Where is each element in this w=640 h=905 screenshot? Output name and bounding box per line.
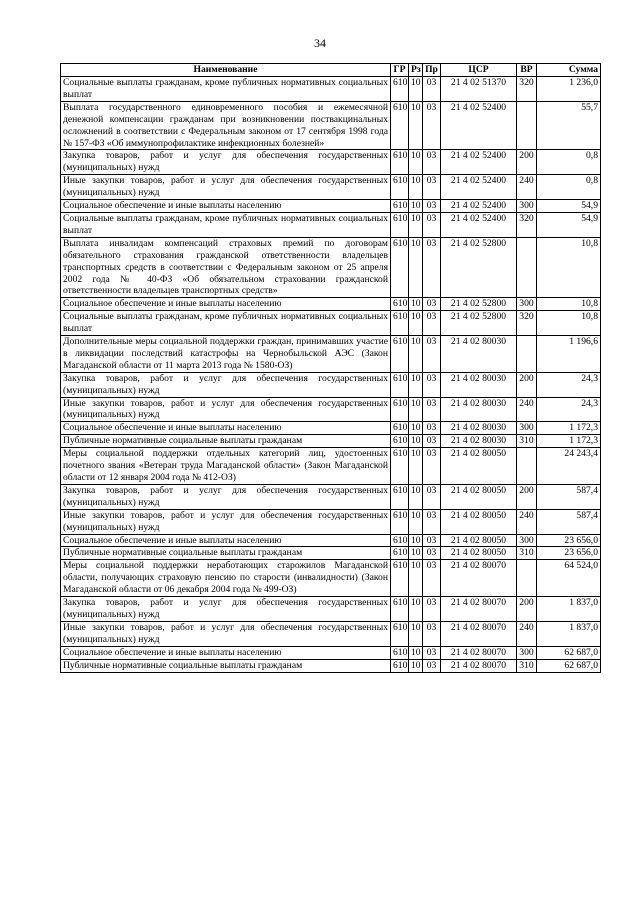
row-sum-cell: 0,8	[537, 150, 601, 175]
row-rz-cell: 10	[409, 200, 423, 213]
row-csr-cell: 21 4 02 52400	[441, 200, 517, 213]
table-row	[61, 547, 601, 560]
row-rz-cell: 10	[409, 175, 423, 200]
table-row	[61, 175, 601, 200]
row-vr-cell: 240	[517, 621, 537, 646]
row-csr-cell: 21 4 02 80050	[441, 509, 517, 534]
row-vr-cell: 200	[517, 150, 537, 175]
row-name-cell: Социальное обеспечение и иные выплаты населению	[61, 534, 391, 547]
row-csr-cell: 21 4 02 80030	[441, 336, 517, 373]
table-row	[61, 372, 601, 397]
column-header-pr: Пр	[423, 64, 441, 77]
row-gr-cell: 610	[391, 101, 409, 150]
row-pr-cell: 03	[423, 77, 441, 102]
row-gr-cell: 610	[391, 534, 409, 547]
page-number: 34	[314, 36, 326, 50]
row-vr-cell: 240	[517, 397, 537, 422]
row-sum-cell: 62 687,0	[537, 659, 601, 672]
table-row	[61, 509, 601, 534]
row-name-cell: Публичные нормативные социальные выплаты гражданам	[61, 547, 391, 560]
row-rz-cell: 10	[409, 311, 423, 336]
row-vr-cell	[517, 448, 537, 485]
column-header-gr: ГР	[391, 64, 409, 77]
row-csr-cell: 21 4 02 52400	[441, 212, 517, 237]
row-name-cell: Меры социальной поддержки неработающих старожилов Магаданской области, получающих страховую пенсию по старости (инвалидности) (Закон Магаданской области от 06 декабря 2004 года № 499-ОЗ)	[61, 560, 391, 597]
row-pr-cell: 03	[423, 659, 441, 672]
row-pr-cell: 03	[423, 212, 441, 237]
row-sum-cell: 1 196,6	[537, 336, 601, 373]
table-row	[61, 484, 601, 509]
row-pr-cell: 03	[423, 237, 441, 298]
row-vr-cell: 200	[517, 597, 537, 622]
row-pr-cell: 03	[423, 435, 441, 448]
row-csr-cell: 21 4 02 52400	[441, 150, 517, 175]
row-name-cell: Закупка товаров, работ и услуг для обеспечения государственных (муниципальных) нужд	[61, 372, 391, 397]
row-sum-cell: 10,8	[537, 311, 601, 336]
row-vr-cell: 320	[517, 77, 537, 102]
row-vr-cell: 240	[517, 175, 537, 200]
row-gr-cell: 610	[391, 200, 409, 213]
column-header-sum: Сумма	[537, 64, 601, 77]
column-header-rz: Рз	[409, 64, 423, 77]
row-vr-cell	[517, 101, 537, 150]
row-csr-cell: 21 4 02 80030	[441, 372, 517, 397]
table-row	[61, 101, 601, 150]
row-gr-cell: 610	[391, 77, 409, 102]
row-csr-cell: 21 4 02 80030	[441, 422, 517, 435]
row-sum-cell: 1 837,0	[537, 597, 601, 622]
row-vr-cell: 320	[517, 311, 537, 336]
row-pr-cell: 03	[423, 509, 441, 534]
row-sum-cell: 1 837,0	[537, 621, 601, 646]
row-name-cell: Социальное обеспечение и иные выплаты населению	[61, 646, 391, 659]
row-csr-cell: 21 4 02 80050	[441, 484, 517, 509]
row-gr-cell: 610	[391, 435, 409, 448]
row-csr-cell: 21 4 02 80070	[441, 597, 517, 622]
table-row	[61, 621, 601, 646]
row-sum-cell: 0,8	[537, 175, 601, 200]
row-gr-cell: 610	[391, 336, 409, 373]
row-gr-cell: 610	[391, 448, 409, 485]
row-sum-cell: 10,8	[537, 298, 601, 311]
row-gr-cell: 610	[391, 397, 409, 422]
row-sum-cell: 1 172,3	[537, 435, 601, 448]
row-name-cell: Иные закупки товаров, работ и услуг для обеспечения государственных (муниципальных) нужд	[61, 621, 391, 646]
row-csr-cell: 21 4 02 80070	[441, 646, 517, 659]
row-pr-cell: 03	[423, 372, 441, 397]
table-row	[61, 237, 601, 298]
row-name-cell: Закупка товаров, работ и услуг для обеспечения государственных (муниципальных) нужд	[61, 597, 391, 622]
row-pr-cell: 03	[423, 336, 441, 373]
row-gr-cell: 610	[391, 646, 409, 659]
row-gr-cell: 610	[391, 372, 409, 397]
row-pr-cell: 03	[423, 484, 441, 509]
row-rz-cell: 10	[409, 422, 423, 435]
row-csr-cell: 21 4 02 80070	[441, 560, 517, 597]
row-rz-cell: 10	[409, 101, 423, 150]
row-gr-cell: 610	[391, 212, 409, 237]
row-sum-cell: 1 236,0	[537, 77, 601, 102]
row-gr-cell: 610	[391, 484, 409, 509]
row-sum-cell: 24,3	[537, 397, 601, 422]
row-name-cell: Социальное обеспечение и иные выплаты населению	[61, 298, 391, 311]
row-name-cell: Меры социальной поддержки отдельных категорий лиц, удостоенных почетного звания «Ветеран труда Магаданской области» (Закон Магаданской области от 12 января 2004 года № 412-ОЗ)	[61, 448, 391, 485]
table-row	[61, 422, 601, 435]
row-pr-cell: 03	[423, 621, 441, 646]
row-pr-cell: 03	[423, 150, 441, 175]
row-rz-cell: 10	[409, 597, 423, 622]
row-gr-cell: 610	[391, 509, 409, 534]
table-row	[61, 560, 601, 597]
row-rz-cell: 10	[409, 372, 423, 397]
row-sum-cell: 23 656,0	[537, 534, 601, 547]
row-rz-cell: 10	[409, 298, 423, 311]
table-row	[61, 298, 601, 311]
row-vr-cell: 300	[517, 534, 537, 547]
row-name-cell: Социальное обеспечение и иные выплаты населению	[61, 200, 391, 213]
table-row	[61, 646, 601, 659]
row-vr-cell: 300	[517, 646, 537, 659]
row-vr-cell: 300	[517, 298, 537, 311]
row-sum-cell: 64 524,0	[537, 560, 601, 597]
row-rz-cell: 10	[409, 659, 423, 672]
row-vr-cell: 300	[517, 422, 537, 435]
row-rz-cell: 10	[409, 397, 423, 422]
table-row	[61, 659, 601, 672]
row-vr-cell: 300	[517, 200, 537, 213]
row-name-cell: Социальное обеспечение и иные выплаты населению	[61, 422, 391, 435]
row-pr-cell: 03	[423, 534, 441, 547]
row-gr-cell: 610	[391, 560, 409, 597]
row-rz-cell: 10	[409, 534, 423, 547]
row-gr-cell: 610	[391, 311, 409, 336]
budget-table	[60, 63, 601, 673]
row-sum-cell: 62 687,0	[537, 646, 601, 659]
row-gr-cell: 610	[391, 659, 409, 672]
row-sum-cell: 1 172,3	[537, 422, 601, 435]
table-row	[61, 311, 601, 336]
row-pr-cell: 03	[423, 175, 441, 200]
row-vr-cell: 200	[517, 372, 537, 397]
row-sum-cell: 54,9	[537, 212, 601, 237]
table-row	[61, 77, 601, 102]
row-csr-cell: 21 4 02 51370	[441, 77, 517, 102]
table-row	[61, 534, 601, 547]
row-rz-cell: 10	[409, 336, 423, 373]
row-rz-cell: 10	[409, 484, 423, 509]
row-rz-cell: 10	[409, 237, 423, 298]
table-row	[61, 212, 601, 237]
row-rz-cell: 10	[409, 212, 423, 237]
row-csr-cell: 21 4 02 80070	[441, 659, 517, 672]
row-name-cell: Иные закупки товаров, работ и услуг для обеспечения государственных (муниципальных) нужд	[61, 397, 391, 422]
row-vr-cell: 310	[517, 435, 537, 448]
row-pr-cell: 03	[423, 311, 441, 336]
row-sum-cell: 24,3	[537, 372, 601, 397]
row-gr-cell: 610	[391, 621, 409, 646]
row-rz-cell: 10	[409, 77, 423, 102]
table-row	[61, 336, 601, 373]
row-sum-cell: 24 243,4	[537, 448, 601, 485]
row-gr-cell: 610	[391, 237, 409, 298]
row-name-cell: Выплата государственного единовременного пособия и ежемесячной денежной компенсации гражданам при возникновении поствакцинальных осложнений в соответствии с Федеральным законом от 17 сентября 1998 года № 157-ФЗ «Об иммунопрофилактике инфекционных болезней»	[61, 101, 391, 150]
table-row	[61, 150, 601, 175]
row-vr-cell	[517, 560, 537, 597]
row-rz-cell: 10	[409, 560, 423, 597]
row-csr-cell: 21 4 02 52400	[441, 101, 517, 150]
row-pr-cell: 03	[423, 422, 441, 435]
row-name-cell: Дополнительные меры социальной поддержки граждан, принимавших участие в ликвидации последствий катастрофы на Чернобыльской АЭС (Закон Магаданской области от 11 марта 2013 года № 1580-ОЗ)	[61, 336, 391, 373]
row-pr-cell: 03	[423, 597, 441, 622]
table-row	[61, 200, 601, 213]
row-sum-cell: 10,8	[537, 237, 601, 298]
table-row	[61, 397, 601, 422]
row-pr-cell: 03	[423, 448, 441, 485]
row-name-cell: Закупка товаров, работ и услуг для обеспечения государственных (муниципальных) нужд	[61, 150, 391, 175]
row-name-cell: Социальные выплаты гражданам, кроме публичных нормативных социальных выплат	[61, 311, 391, 336]
row-csr-cell: 21 4 02 80030	[441, 397, 517, 422]
row-csr-cell: 21 4 02 52800	[441, 298, 517, 311]
row-csr-cell: 21 4 02 52800	[441, 237, 517, 298]
row-vr-cell: 320	[517, 212, 537, 237]
row-name-cell: Публичные нормативные социальные выплаты гражданам	[61, 435, 391, 448]
row-gr-cell: 610	[391, 422, 409, 435]
table-row	[61, 448, 601, 485]
row-gr-cell: 610	[391, 597, 409, 622]
row-pr-cell: 03	[423, 101, 441, 150]
row-pr-cell: 03	[423, 298, 441, 311]
row-gr-cell: 610	[391, 298, 409, 311]
row-rz-cell: 10	[409, 646, 423, 659]
column-header-csr: ЦСР	[441, 64, 517, 77]
row-rz-cell: 10	[409, 448, 423, 485]
row-csr-cell: 21 4 02 52400	[441, 175, 517, 200]
row-rz-cell: 10	[409, 621, 423, 646]
row-pr-cell: 03	[423, 200, 441, 213]
row-pr-cell: 03	[423, 646, 441, 659]
row-vr-cell: 240	[517, 509, 537, 534]
row-rz-cell: 10	[409, 150, 423, 175]
row-name-cell: Социальные выплаты гражданам, кроме публичных нормативных социальных выплат	[61, 77, 391, 102]
row-sum-cell: 55,7	[537, 101, 601, 150]
row-sum-cell: 23 656,0	[537, 547, 601, 560]
row-pr-cell: 03	[423, 547, 441, 560]
row-csr-cell: 21 4 02 80050	[441, 534, 517, 547]
row-vr-cell	[517, 237, 537, 298]
row-rz-cell: 10	[409, 509, 423, 534]
row-gr-cell: 610	[391, 547, 409, 560]
row-csr-cell: 21 4 02 80070	[441, 621, 517, 646]
row-pr-cell: 03	[423, 397, 441, 422]
row-sum-cell: 587,4	[537, 484, 601, 509]
row-pr-cell: 03	[423, 560, 441, 597]
table-row	[61, 597, 601, 622]
row-csr-cell: 21 4 02 80050	[441, 448, 517, 485]
row-gr-cell: 610	[391, 150, 409, 175]
row-sum-cell: 54,9	[537, 200, 601, 213]
row-csr-cell: 21 4 02 52800	[441, 311, 517, 336]
row-name-cell: Публичные нормативные социальные выплаты гражданам	[61, 659, 391, 672]
row-sum-cell: 587,4	[537, 509, 601, 534]
row-name-cell: Иные закупки товаров, работ и услуг для обеспечения государственных (муниципальных) нужд	[61, 509, 391, 534]
row-csr-cell: 21 4 02 80050	[441, 547, 517, 560]
row-vr-cell: 200	[517, 484, 537, 509]
table-header-row	[61, 64, 601, 77]
row-vr-cell: 310	[517, 659, 537, 672]
column-header-name: Наименование	[61, 64, 391, 77]
row-gr-cell: 610	[391, 175, 409, 200]
table-body	[61, 77, 601, 673]
table-row	[61, 435, 601, 448]
row-name-cell: Социальные выплаты гражданам, кроме публичных нормативных социальных выплат	[61, 212, 391, 237]
row-name-cell: Иные закупки товаров, работ и услуг для обеспечения государственных (муниципальных) нужд	[61, 175, 391, 200]
row-rz-cell: 10	[409, 547, 423, 560]
row-vr-cell	[517, 336, 537, 373]
row-name-cell: Выплата инвалидам компенсаций страховых премий по договорам обязательного страхования гражданской ответственности владельцев транспортных средств в соответствии с Федеральным законом от 25 апреля 2002 года № 40-ФЗ «Об обязательном страховании гражданской ответственности владельцев транспортных средств»	[61, 237, 391, 298]
row-rz-cell: 10	[409, 435, 423, 448]
row-name-cell: Закупка товаров, работ и услуг для обеспечения государственных (муниципальных) нужд	[61, 484, 391, 509]
row-csr-cell: 21 4 02 80030	[441, 435, 517, 448]
row-vr-cell: 310	[517, 547, 537, 560]
column-header-vr: ВР	[517, 64, 537, 77]
